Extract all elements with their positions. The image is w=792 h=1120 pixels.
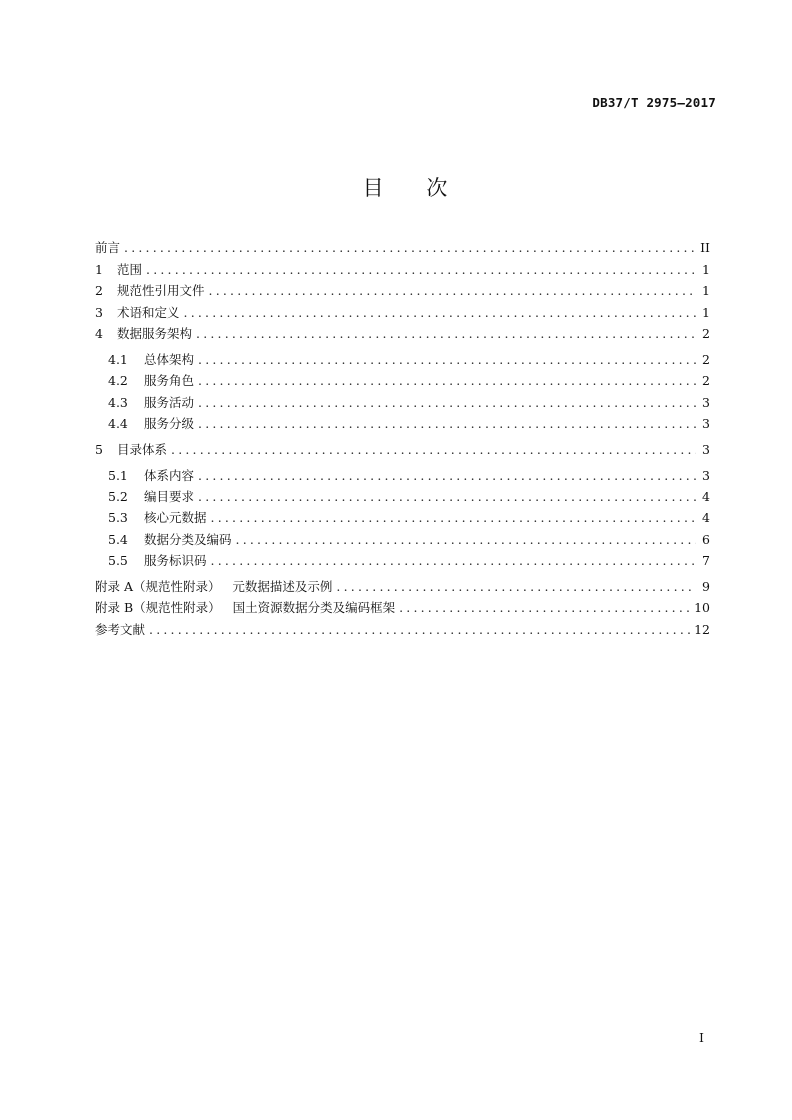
toc-entry[interactable] xyxy=(95,466,710,487)
toc-entry-title: 服务角色 xyxy=(144,373,195,389)
toc-entry-number: 5.5 xyxy=(108,552,128,568)
toc-entry-page: 9 xyxy=(702,578,710,594)
toc-entry-number: 4.4 xyxy=(108,415,128,431)
toc-entry-title: 总体架构 xyxy=(144,352,195,367)
toc-entry[interactable] xyxy=(95,238,710,260)
toc-entry-label xyxy=(95,260,142,278)
toc-entry[interactable] xyxy=(95,324,710,346)
toc-entry-number: 2 xyxy=(95,283,103,298)
toc-entry-number: 5.3 xyxy=(108,510,128,526)
dot-leader xyxy=(149,622,690,637)
toc-entry-number: 4 xyxy=(95,326,103,341)
toc-entry[interactable] xyxy=(95,371,710,392)
page-number: I xyxy=(699,1030,704,1045)
toc-entry-title: 目录体系 xyxy=(117,441,168,457)
toc-entry-title: 附录 B（规范性附录） 国土资源数据分类及编码框架 xyxy=(95,600,396,616)
document-code: DB37/T 2975—2017 xyxy=(592,95,716,110)
dot-leader xyxy=(198,489,696,504)
dot-leader xyxy=(211,510,696,525)
toc-entry-number: 5 xyxy=(95,441,103,457)
dot-leader xyxy=(198,352,696,367)
toc-entry-label xyxy=(95,577,332,595)
toc-entry-page: 2 xyxy=(702,373,710,389)
dot-leader xyxy=(146,262,696,277)
toc-entry-page: 7 xyxy=(702,552,710,568)
dot-leader xyxy=(124,240,696,255)
toc-entry-number: 4.3 xyxy=(108,394,128,410)
dot-leader xyxy=(171,442,696,457)
toc-entry[interactable] xyxy=(95,440,710,462)
toc-entry-title: 服务活动 xyxy=(144,394,195,410)
toc-entry-title: 服务分级 xyxy=(144,415,195,431)
toc-entry-label xyxy=(108,487,194,505)
toc-entry-number: 1 xyxy=(95,261,103,277)
toc-entry-label xyxy=(95,303,180,321)
toc-entry-page: II xyxy=(700,240,710,255)
table-of-contents xyxy=(95,238,710,641)
toc-entry[interactable] xyxy=(95,530,710,551)
toc-entry-title: 服务标识码 xyxy=(144,552,207,568)
toc-entry-page: 3 xyxy=(702,441,710,457)
toc-entry-page: 12 xyxy=(694,621,710,637)
toc-entry[interactable] xyxy=(95,577,710,599)
dot-leader xyxy=(198,416,696,431)
toc-entry-page: 1 xyxy=(702,283,710,298)
toc-entry-page: 2 xyxy=(702,352,710,367)
toc-entry-number: 3 xyxy=(95,304,103,320)
toc-entry-label xyxy=(108,530,232,548)
toc-entry-title: 规范性引用文件 xyxy=(117,283,205,298)
toc-entry-label xyxy=(108,551,207,569)
toc-entry-title: 附录 A（规范性附录） 元数据描述及示例 xyxy=(95,578,333,594)
toc-entry-label xyxy=(95,281,205,299)
toc-entry-page: 1 xyxy=(702,261,710,277)
toc-entry-label xyxy=(95,440,167,458)
toc-entry[interactable] xyxy=(95,487,710,508)
dot-leader xyxy=(196,326,696,341)
toc-entry-label xyxy=(108,393,194,411)
toc-entry-title: 范围 xyxy=(117,261,143,277)
toc-entry-title: 体系内容 xyxy=(144,467,195,483)
toc-entry[interactable] xyxy=(95,303,710,325)
dot-leader xyxy=(399,600,690,615)
toc-entry-page: 3 xyxy=(702,415,710,431)
dot-leader xyxy=(209,283,696,298)
toc-entry-page: 10 xyxy=(694,600,710,616)
toc-entry-title: 编目要求 xyxy=(144,488,195,504)
toc-entry-label xyxy=(95,324,192,342)
dot-leader xyxy=(184,305,696,320)
toc-entry-title: 数据服务架构 xyxy=(117,326,193,341)
toc-entry-page: 2 xyxy=(702,326,710,341)
toc-entry[interactable] xyxy=(95,393,710,414)
toc-entry-label xyxy=(95,238,120,256)
toc-entry[interactable] xyxy=(95,508,710,529)
toc-entry-label xyxy=(108,414,194,432)
dot-leader xyxy=(236,532,696,547)
toc-entry-label xyxy=(95,620,145,638)
toc-entry[interactable] xyxy=(95,350,710,371)
dot-leader xyxy=(198,373,696,388)
toc-entry[interactable] xyxy=(95,551,710,572)
toc-entry-title: 术语和定义 xyxy=(117,304,180,320)
toc-entry-number: 4.2 xyxy=(108,373,128,389)
dot-leader xyxy=(211,553,696,568)
toc-entry-label xyxy=(108,508,207,526)
toc-entry[interactable] xyxy=(95,260,710,282)
toc-entry-label xyxy=(95,598,395,616)
toc-entry-label xyxy=(108,371,194,389)
toc-entry-label xyxy=(108,350,194,368)
toc-entry-title: 前言 xyxy=(95,240,121,255)
toc-entry-number: 4.1 xyxy=(108,352,128,367)
toc-entry-page: 6 xyxy=(702,531,710,547)
toc-title: 目 次 xyxy=(362,176,466,200)
toc-entry[interactable] xyxy=(95,281,710,303)
toc-entry-title: 参考文献 xyxy=(95,621,146,637)
toc-entry-page: 3 xyxy=(702,467,710,483)
toc-entry[interactable] xyxy=(95,414,710,435)
toc-entry-page: 4 xyxy=(702,510,710,526)
toc-entry[interactable] xyxy=(95,620,710,642)
toc-entry-title: 核心元数据 xyxy=(144,510,207,526)
toc-entry[interactable] xyxy=(95,598,710,620)
dot-leader xyxy=(198,395,696,410)
toc-entry-page: 3 xyxy=(702,394,710,410)
toc-entry-number: 5.4 xyxy=(108,531,128,547)
toc-entry-number: 5.2 xyxy=(108,488,128,504)
toc-entry-title: 数据分类及编码 xyxy=(144,531,232,547)
toc-entry-page: 1 xyxy=(702,304,710,320)
toc-entry-number: 5.1 xyxy=(108,467,128,483)
toc-entry-label xyxy=(108,466,194,484)
dot-leader xyxy=(336,579,696,594)
dot-leader xyxy=(198,468,696,483)
toc-entry-page: 4 xyxy=(702,488,710,504)
